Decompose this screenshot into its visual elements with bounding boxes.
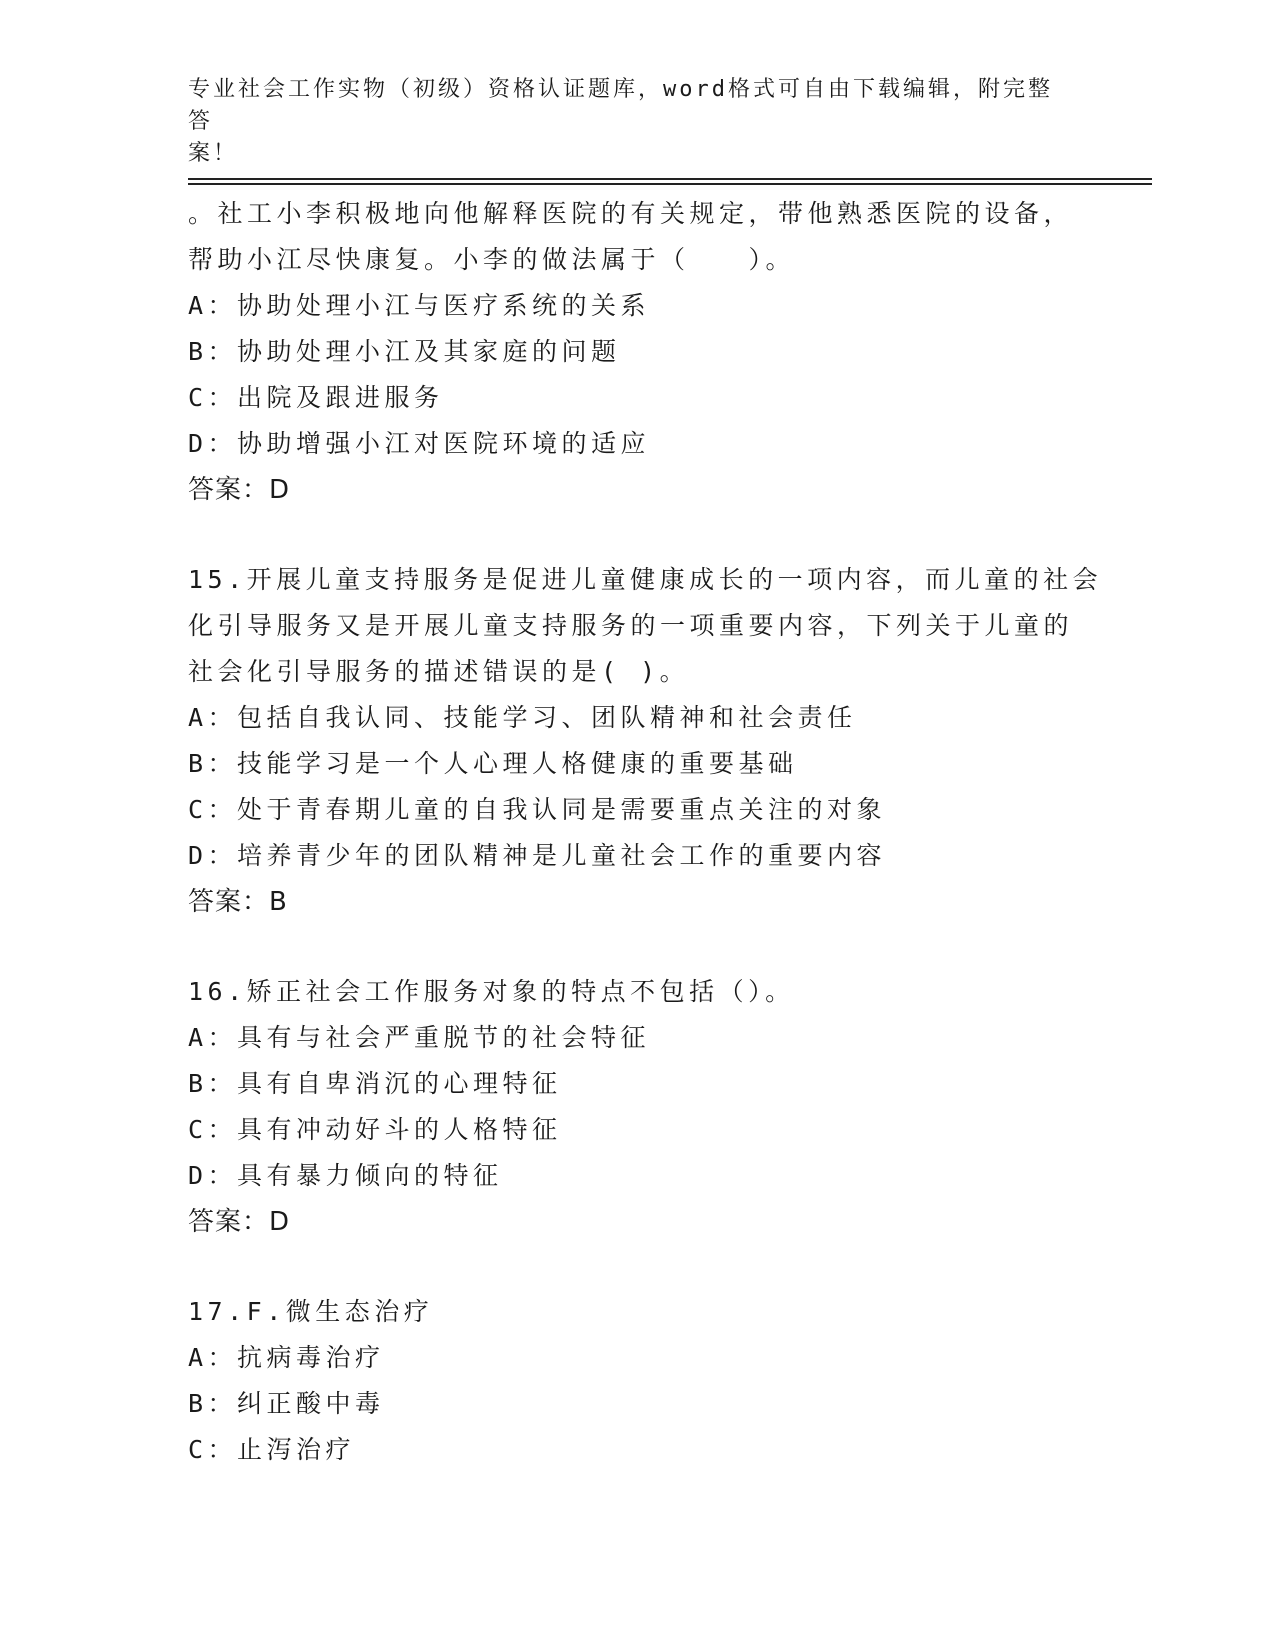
answer-line: 答案：D [188, 1207, 291, 1237]
question-15 [188, 557, 1103, 925]
option-a: A：包括自我认同、技能学习、团队精神和社会责任 [188, 703, 857, 732]
option-d: D：协助增强小江对医院环境的适应 [188, 429, 651, 458]
option-b: B：具有自卑消沉的心理特征 [188, 1069, 562, 1098]
option-c: C：处于青春期儿童的自我认同是需要重点关注的对象 [188, 795, 887, 824]
question-stem-line: 15.开展儿童支持服务是促进儿童健康成长的一项内容，而儿童的社会 [188, 565, 1103, 594]
header-line-2: 案！ [188, 141, 239, 166]
question-stem-line: 化引导服务又是开展儿童支持服务的一项重要内容，下列关于儿童的 [188, 611, 1074, 640]
option-b: B：技能学习是一个人心理人格健康的重要基础 [188, 749, 798, 778]
question-gap [188, 1245, 1088, 1289]
option-a: A：具有与社会严重脱节的社会特征 [188, 1023, 651, 1052]
question-14 [188, 191, 1088, 513]
option-b: B：协助处理小江及其家庭的问题 [188, 337, 621, 366]
option-c: C：具有冲动好斗的人格特征 [188, 1115, 562, 1144]
question-stem-line: 16.矫正社会工作服务对象的特点不包括（）。 [188, 977, 795, 1006]
question-16 [188, 969, 1088, 1245]
question-stem-line: 社会化引导服务的描述错误的是( )。 [188, 657, 690, 686]
question-list [188, 191, 1103, 1473]
question-stem-line: 帮助小江尽快康复。小李的做法属于（ ）。 [188, 245, 796, 274]
header-divider-top [188, 178, 1152, 180]
answer-line: 答案：B [188, 887, 288, 917]
question-gap [188, 513, 1088, 557]
option-a: A：抗病毒治疗 [188, 1343, 385, 1372]
answer-line: 答案：D [188, 475, 291, 505]
option-c: C：止泻治疗 [188, 1435, 356, 1464]
option-d: D：培养青少年的团队精神是儿童社会工作的重要内容 [188, 841, 887, 870]
header-divider-bottom [188, 183, 1152, 185]
question-gap [188, 925, 1088, 969]
option-b: B：纠正酸中毒 [188, 1389, 385, 1418]
header-line-1: 专业社会工作实物（初级）资格认证题库，word格式可自由下载编辑，附完整答 [188, 77, 1053, 134]
option-d: D：具有暴力倾向的特征 [188, 1161, 503, 1190]
question-17 [188, 1289, 1088, 1473]
question-stem-line: 。社工小李积极地向他解释医院的有关规定，带他熟悉医院的设备， [188, 199, 1074, 228]
option-c: C：出院及跟进服务 [188, 383, 444, 412]
page-header [188, 74, 1068, 170]
question-stem-line: 17.F.微生态治疗 [188, 1297, 434, 1326]
option-a: A：协助处理小江与医疗系统的关系 [188, 291, 651, 320]
